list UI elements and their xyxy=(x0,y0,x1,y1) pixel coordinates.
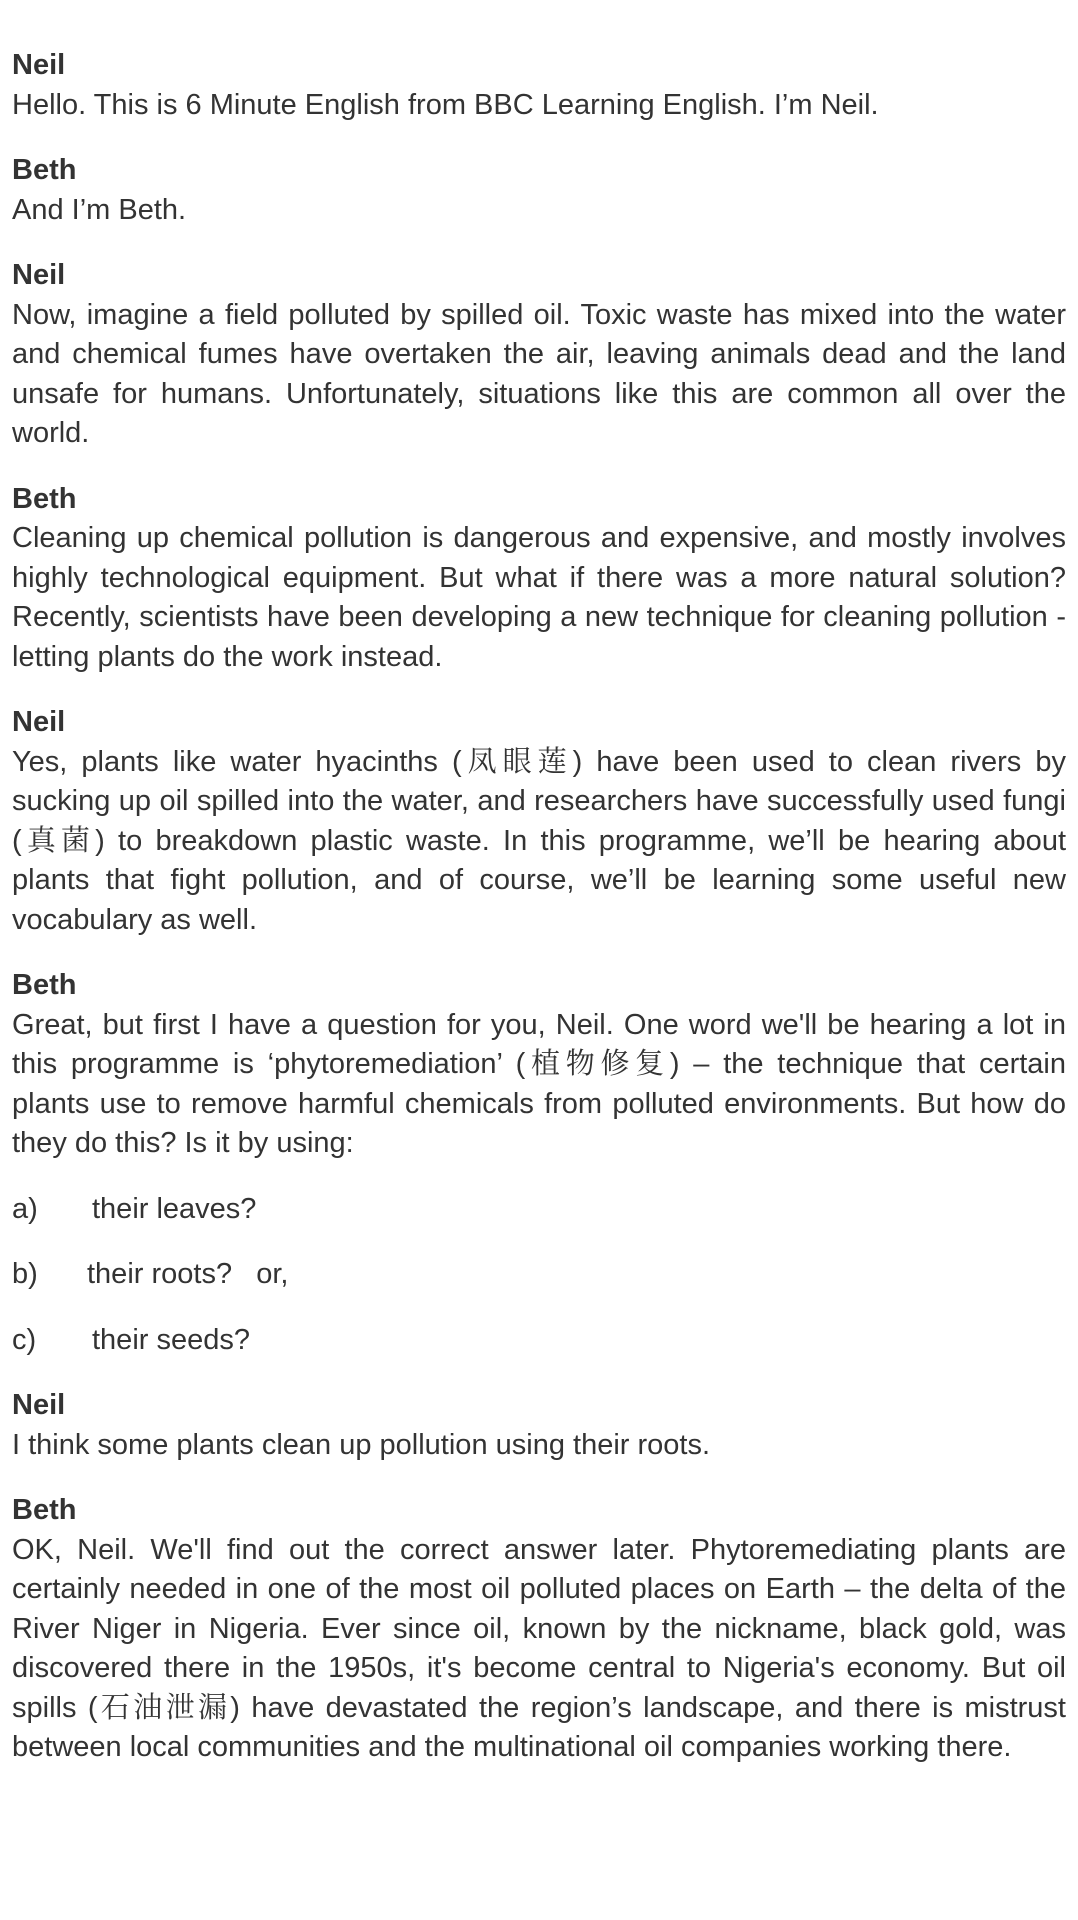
dialogue-turn xyxy=(12,151,1066,230)
dialogue-turn xyxy=(12,46,1066,125)
dialogue-text: Hello. This is 6 Minute English from BBC Learning English. I’m Neil. xyxy=(12,88,879,121)
dialogue-text: I think some plants clean up pollution using their roots. xyxy=(12,1428,711,1461)
quiz-options xyxy=(12,1190,1066,1361)
dialogue-text: Great, but first I have a question for you, Neil. One word we'll be hearing a lot in this programme is ‘phytoremediation’ (植物修复) – the technique that certain plants use to remove harmful chemicals from polluted environments. But how do they do this? Is it by using: xyxy=(12,1008,1066,1159)
dialogue-text: Yes, plants like water hyacinths (凤眼莲) have been used to clean rivers by sucking up oil spilled into the water, and researchers have successfully used fungi (真菌) to breakdown plastic waste. In this programme, we’ll be hearing about plants that fight pollution, and of course, we’ll be learning some useful new vocabulary as well. xyxy=(12,745,1066,936)
dialogue-text: Now, imagine a field polluted by spilled oil. Toxic waste has mixed into the water and chemical fumes have overtaken the air, leaving animals dead and the land unsafe for humans. Unfortunately, situations like this are common all over the world. xyxy=(12,298,1066,449)
speaker-name: Neil xyxy=(12,49,66,81)
option-label: c) xyxy=(12,1323,37,1356)
speaker-name: Neil xyxy=(12,706,66,738)
speaker-name: Beth xyxy=(12,154,77,186)
dialogue-turn xyxy=(12,1386,1066,1465)
quiz-option-c xyxy=(12,1321,1066,1361)
dialogue-text: Cleaning up chemical pollution is dangerous and expensive, and mostly involves highly technological equipment. But what if there was a more natural solution? Recently, scientists have been developing a new technique for cleaning pollution - letting plants do the work instead. xyxy=(12,522,1066,673)
option-label: b) xyxy=(12,1258,38,1290)
dialogue-text: And I’m Beth. xyxy=(12,193,187,226)
quiz-option-a xyxy=(12,1190,1066,1230)
transcript-page xyxy=(12,46,1066,1794)
option-text: their seeds? xyxy=(92,1323,250,1356)
dialogue-text: OK, Neil. We'll find out the correct answer later. Phytoremediating plants are certainly needed in one of the most oil polluted places on Earth – the delta of the River Niger in Nigeria. Ever since oil, known by the nickname, black gold, was discovered there in the 1950s, it's become central to Nigeria's economy. But oil spills (石油泄漏) have devastated the region’s landscape, and there is mistrust between local communities and the multinational oil companies working there. xyxy=(12,1533,1066,1763)
dialogue-turn xyxy=(12,480,1066,678)
speaker-name: Beth xyxy=(12,969,77,1001)
dialogue-turn xyxy=(12,966,1066,1164)
option-label: a) xyxy=(12,1192,38,1225)
quiz-option-b xyxy=(12,1255,1066,1295)
option-text: their roots? or, xyxy=(87,1258,289,1290)
dialogue-turn xyxy=(12,703,1066,940)
speaker-name: Neil xyxy=(12,1389,66,1421)
dialogue-turn xyxy=(12,256,1066,454)
dialogue-turn xyxy=(12,1491,1066,1768)
option-text: their leaves? xyxy=(92,1192,257,1225)
speaker-name: Neil xyxy=(12,259,66,291)
speaker-name: Beth xyxy=(12,482,77,515)
speaker-name: Beth xyxy=(12,1494,77,1526)
